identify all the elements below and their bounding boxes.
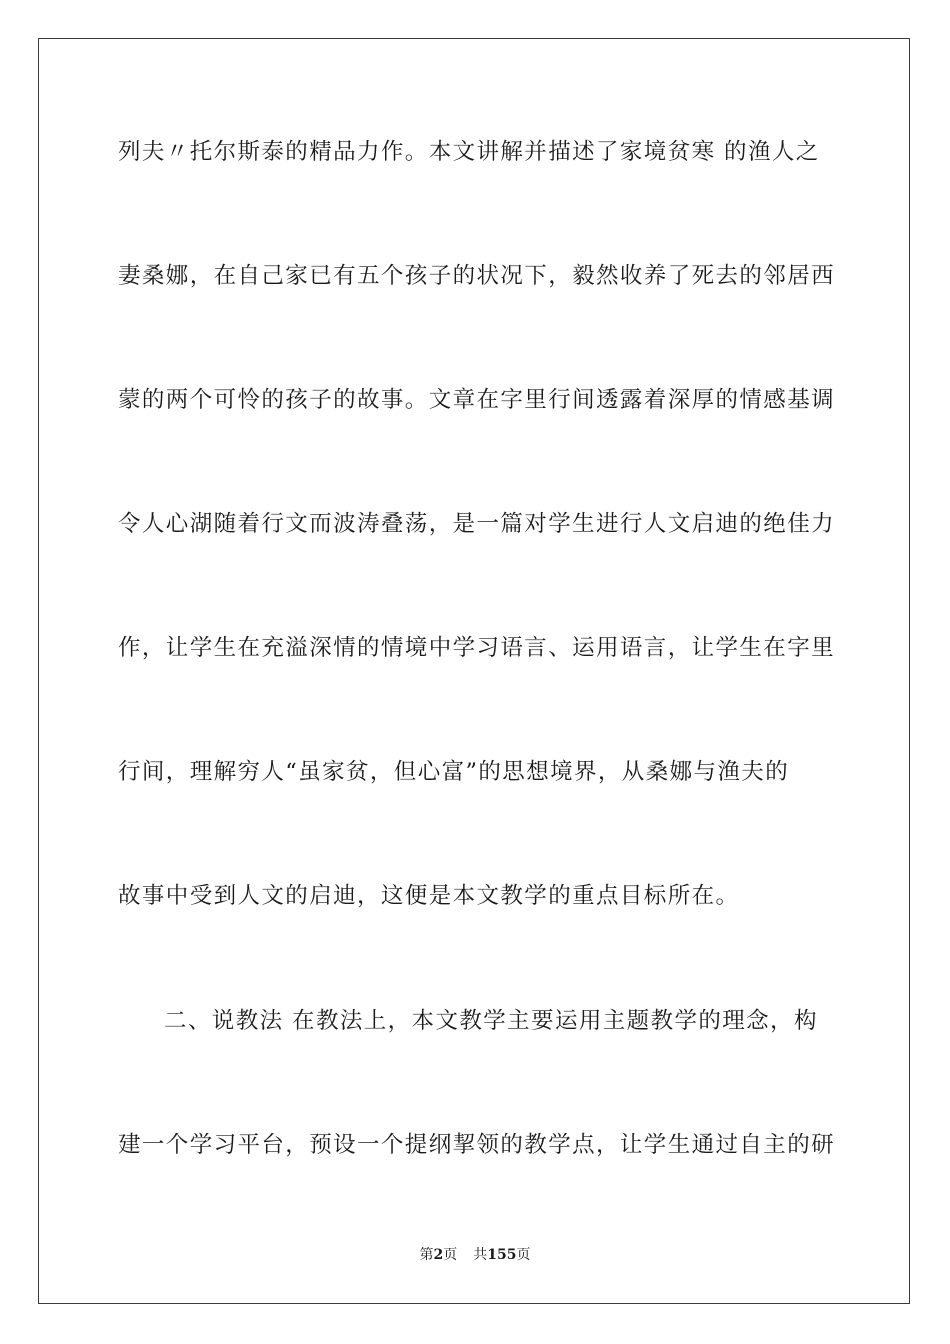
body-text-line-2: 妻桑娜，在自己家已有五个孩子的状况下，毅然收养了死去的邻居西 [118, 263, 836, 289]
page-prefix: 第 [419, 1247, 434, 1263]
page-suffix: 页 [443, 1247, 458, 1263]
body-text-line-6: 行间，理解穷人“虽家贫，但心富”的思想境界，从桑娜与渔夫的 [118, 759, 790, 785]
page-border [38, 38, 910, 1304]
body-text-line-3: 蒙的两个可怜的孩子的故事。文章在字里行间透露着深厚的情感基调 [118, 387, 836, 413]
body-text-line-1: 列夫〃托尔斯泰的精品力作。本文讲解并描述了家境贫寒 的渔人之 [118, 139, 820, 165]
section-heading-line: 二、说教法 在教法上，本文教学主要运用主题教学的理念，构 [164, 1008, 818, 1034]
page-number: 2 [433, 1247, 444, 1263]
body-text-line-4: 令人心湖随着行文而波涛叠荡，是一篇对学生进行人文启迪的绝佳力 [118, 511, 836, 537]
total-pages: 155 [487, 1247, 517, 1263]
body-text-line-9: 建一个学习平台，预设一个提纲挈领的教学点，让学生通过自主的研 [118, 1132, 836, 1158]
page-footer [0, 1246, 950, 1264]
body-text-line-5: 作，让学生在充溢深情的情境中学习语言、运用语言，让学生在字里 [118, 635, 836, 661]
total-prefix: 共 [473, 1247, 488, 1263]
total-suffix: 页 [516, 1247, 531, 1263]
body-text-line-7: 故事中受到人文的启迪，这便是本文教学的重点目标所在。 [118, 883, 740, 909]
